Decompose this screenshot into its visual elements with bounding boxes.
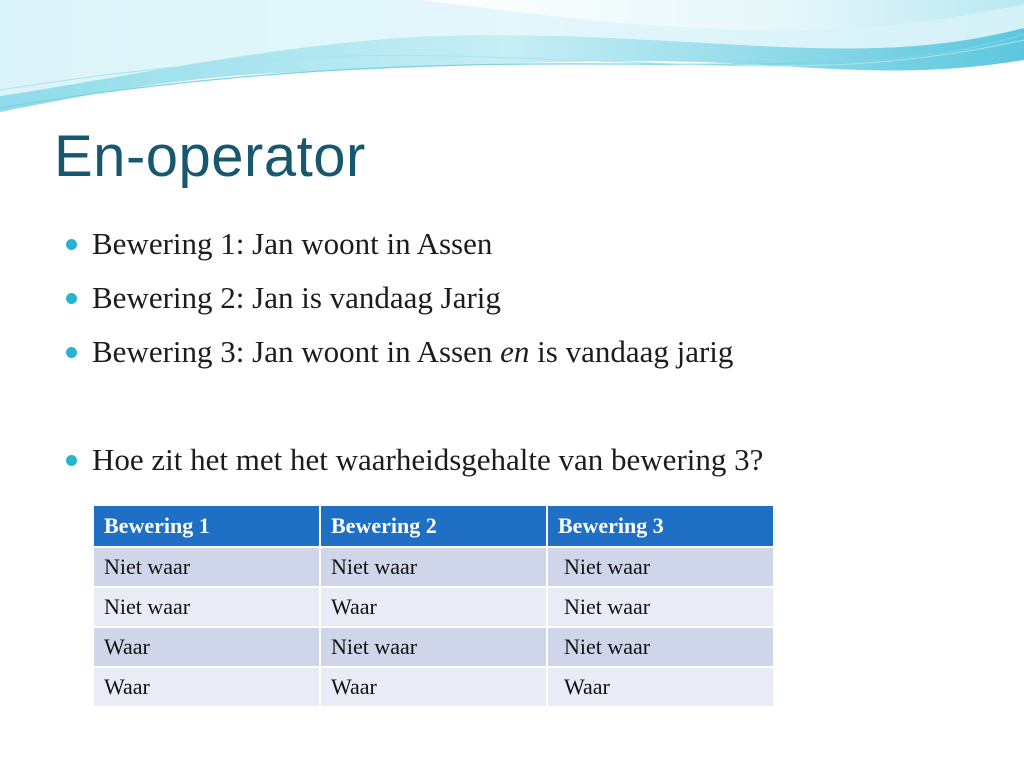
table-header-row (93, 505, 774, 547)
table-cell: Niet waar (93, 547, 320, 587)
bullet-text: Bewering 2: Jan is vandaag Jarig (92, 280, 501, 315)
table-cell: Niet waar (320, 627, 547, 667)
bullet-text-after: is vandaag jarig (529, 334, 734, 369)
bullet-text: Hoe zit het met het waarheidsgehalte van bewering 3? (92, 442, 764, 477)
table-cell: Waar (320, 587, 547, 627)
table-header-cell: Bewering 2 (320, 505, 547, 547)
bullet-list (66, 222, 1006, 492)
table-cell: Waar (547, 667, 774, 707)
slide-title: En-operator (54, 124, 366, 189)
table-row (93, 587, 774, 627)
table-row (93, 667, 774, 707)
table-row (93, 627, 774, 667)
table-header-cell: Bewering 3 (547, 505, 774, 547)
table-cell: Niet waar (547, 547, 774, 587)
bullet-text-italic: en (500, 334, 530, 369)
bullet-item (66, 330, 1006, 384)
table-cell: Niet waar (547, 587, 774, 627)
bullet-item (66, 222, 1006, 276)
table-cell: Waar (93, 627, 320, 667)
bullet-icon (66, 347, 77, 358)
bullet-item (66, 276, 1006, 330)
table-cell: Niet waar (93, 587, 320, 627)
bullet-item (66, 438, 1006, 492)
bullet-icon (66, 455, 77, 466)
bullet-icon (66, 239, 77, 250)
bullet-text: Bewering 1: Jan woont in Assen (92, 226, 493, 261)
bullet-icon (66, 293, 77, 304)
wave-decoration (0, 0, 1024, 130)
bullet-text-before: Bewering 3: Jan woont in Assen (92, 334, 501, 369)
table-cell: Waar (320, 667, 547, 707)
table-cell: Niet waar (320, 547, 547, 587)
table-header-cell: Bewering 1 (93, 505, 320, 547)
table-row (93, 547, 774, 587)
table-cell: Niet waar (547, 627, 774, 667)
table-cell: Waar (93, 667, 320, 707)
truth-table (92, 504, 775, 708)
